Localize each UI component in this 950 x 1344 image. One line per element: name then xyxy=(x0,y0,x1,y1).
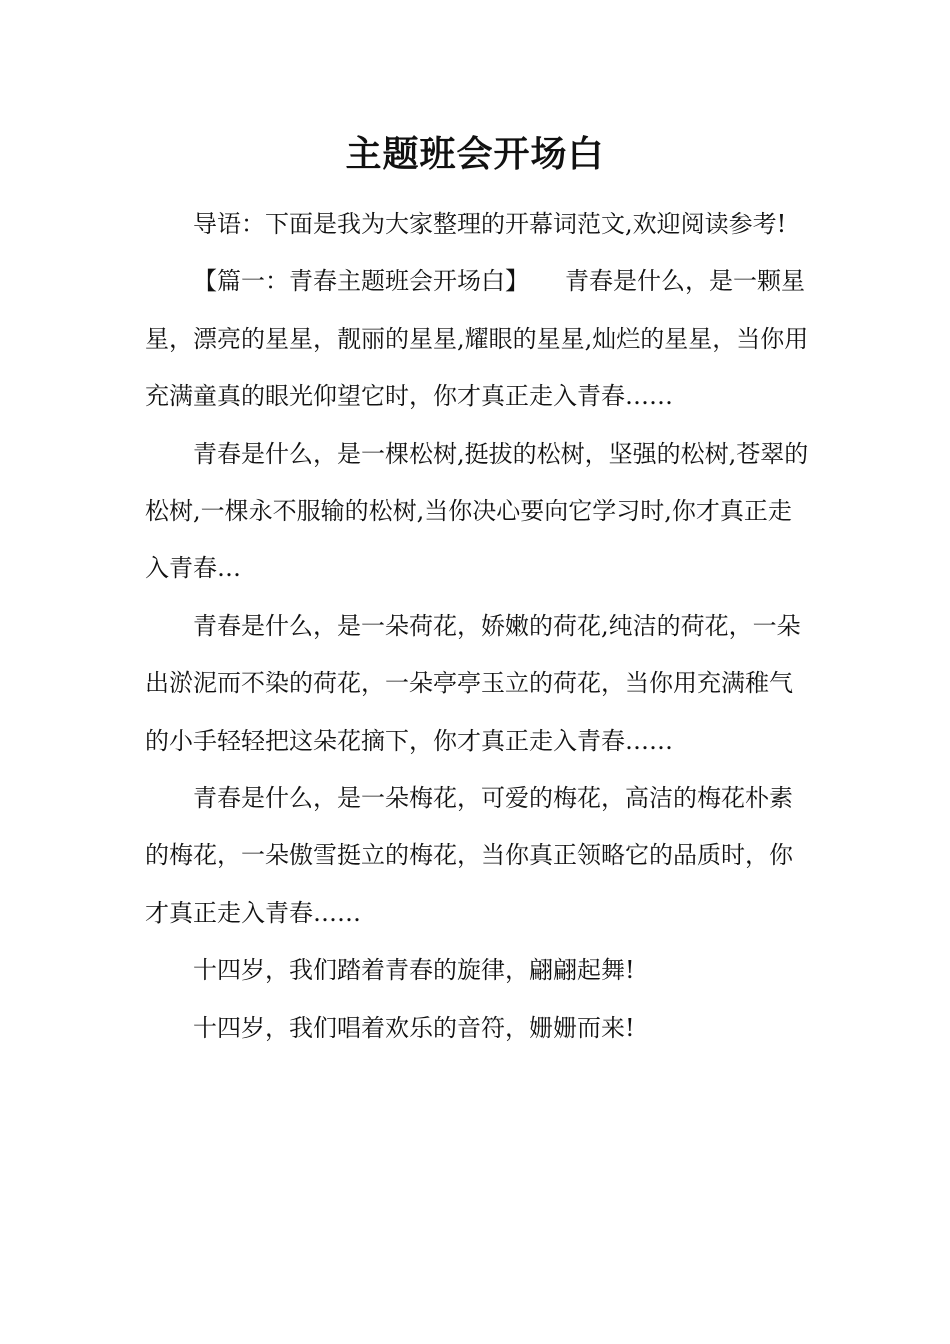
paragraph-fourteen-sing: 十四岁，我们唱着欢乐的音符，姗姗而来! xyxy=(193,1013,635,1042)
document-title: 主题班会开场白 xyxy=(345,133,605,175)
paragraph-plum: 青春是什么，是一朵梅花，可爱的梅花，高洁的梅花朴素的梅花，一朵傲雪挺立的梅花，当你真正领略它的品质时，你才真正走入青春…… xyxy=(145,784,793,927)
paragraph-fourteen-dance: 十四岁，我们踏着青春的旋律，翩翩起舞! xyxy=(193,956,635,985)
paragraph-lotus: 青春是什么，是一朵荷花，娇嫩的荷花,纯洁的荷花，一朵出淤泥而不染的荷花，一朵亭亭玉立的荷花，当你用充满稚气的小手轻轻把这朵花摘下，你才真正走入青春…… xyxy=(145,611,801,755)
document-body xyxy=(145,196,809,1057)
paragraph-intro: 导语：下面是我为大家整理的开幕词范文,欢迎阅读参考! xyxy=(193,210,787,238)
paragraph-pine: 青春是什么，是一棵松树,挺拔的松树，坚强的松树,苍翠的松树,一棵永不服输的松树,当你决心要向它学习时,你才真正走入青春… xyxy=(145,439,809,583)
paragraph-star: 【篇一：青春主题班会开场白】 青春是什么，是一颗星星，漂亮的星星，靓丽的星星,耀眼的星星,灿烂的星星，当你用充满童真的眼光仰望它时，你才真正走入青春…… xyxy=(145,267,809,411)
